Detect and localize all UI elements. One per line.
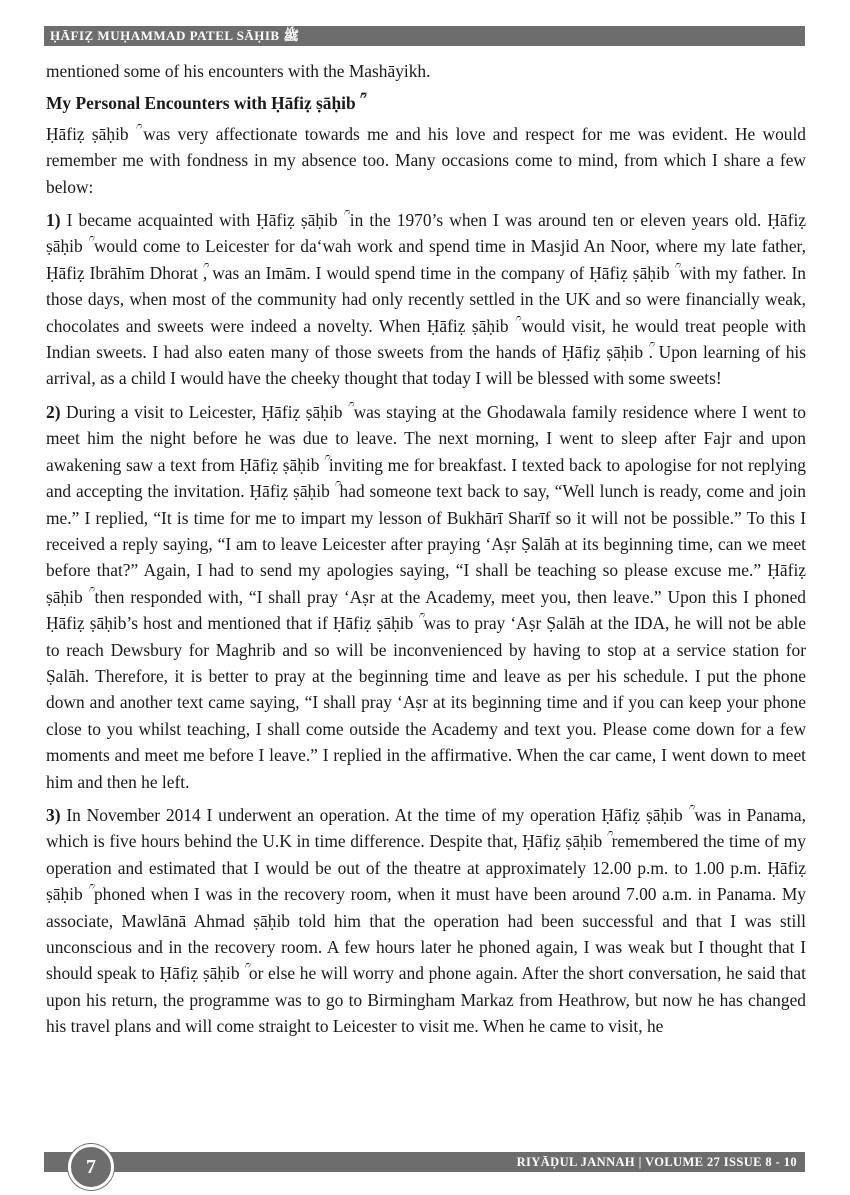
page-number-badge: 7 [68, 1144, 114, 1190]
paragraph-text: In November 2014 I underwent an operation. At the time of my operation Ḥāfiẓ ṣāḥib ؒ was in Panama, which is five hours behind the U.K in time difference. Despite that, Ḥāfiẓ ṣāḥib ؒ remembered the time of my operation and estimated that I would be out of the theatre at approximately 12.00 p.m. to 1.00 p.m. Ḥāfiẓ ṣāḥib ؒ phoned when I was in the recovery room, when it must have been around 7.00 a.m. in Panama. My associate, Mawlānā Ahmad ṣāḥib told him that the operation had been successful and that I was still unconscious and in the recovery room. A few hours later he phoned again, I was weak but I thought that I should speak to Ḥāfiẓ ṣāḥib ؒ or else he will worry and phone again. After the short conversation, he said that upon his return, the programme was to go to Birmingham Markaz from Heathrow, but now he has changed his travel plans and will come straight to Leicester to visit me. When he came to visit, he [46, 804, 806, 1037]
item-number: 3) [46, 804, 61, 825]
running-header: ḤĀFIẒ MUḤAMMAD PATEL SĀḤIB ﷺ [44, 26, 805, 46]
paragraph-encounter-2 [46, 399, 806, 795]
paragraph-text: During a visit to Leicester, Ḥāfiẓ ṣāḥib ؒ was staying at the Ghodawala family residence where I went to meet him the night before he was due to leave. The next morning, I went to sleep after Fajr and upon awakening saw a text from Ḥāfiẓ ṣāḥib ؒ inviting me for breakfast. I texted back to apologise for not replying and accepting the invitation. Ḥāfiẓ ṣāḥib ؒ had someone text back to say, “Well lunch is ready, come and join me.” I replied, “It is time for me to impart my lesson of Bukhārī Sharīf so it will not be possible.” To this I received a reply saying, “I am to leave Leicester after praying ‘Aṣr Ṣalāh at its beginning time, can we meet before that?” Again, I had to send my apologies saying, “I shall be teaching so please excuse me.” Ḥāfiẓ ṣāḥib ؒ then responded with, “I shall pray ‘Aṣr at the Academy, meet you, then leave.” Upon this I phoned Ḥāfiẓ ṣāḥib’s host and mentioned that if Ḥāfiẓ ṣāḥib ؒ was to pray ‘Aṣr Ṣalāh at the IDA, he will not be able to reach Dewsbury for Maghrib and so will be inconvenienced by having to stop at a service station for Ṣalāh. Therefore, it is better to pray at the beginning time and leave as per his schedule. I put the phone down and another text came saying, “I shall pray ‘Aṣr at its beginning time and if you can keep your phone close to you whilst teaching, I shall come outside the Academy and text you. Please come down for a few moments and meet me before I leave.” I replied in the affirmative. When the car came, I went down to meet him and then he left. [46, 401, 806, 792]
intro-paragraph: mentioned some of his encounters with the Mashāyikh. [46, 61, 431, 81]
paragraph-encounter-1 [46, 207, 806, 392]
section-heading: My Personal Encounters with Ḥāfiẓ ṣāḥib ؒ [46, 93, 360, 114]
page-body [46, 58, 806, 1047]
running-footer: RIYĀḌUL JANNAH | VOLUME 27 ISSUE 8 - 10 [44, 1152, 805, 1172]
item-number: 1) [46, 210, 61, 231]
paragraph-encounter-3 [46, 802, 806, 1040]
paragraph-1: Ḥāfiẓ ṣāḥib ؒ was very affectionate towards me and his love and respect for me was evident. He would remember me with fondness in my absence too. Many occasions come to mind, from which I share a few below: [46, 123, 806, 197]
item-number: 2) [46, 401, 61, 422]
paragraph-text: I became acquainted with Ḥāfiẓ ṣāḥib ؒ in the 1970’s when I was around ten or eleven years old. Ḥāfiẓ ṣāḥib ؒ would come to Leicester for da‘wah work and spend time in Masjid An Noor, where my late father, Ḥāfiẓ Ibrāhīm Dhorat ؒ, was an Imām. I would spend time in the company of Ḥāfiẓ ṣāḥib ؒ with my father. In those days, when most of the community had only recently settled in the UK and so were financially weak, chocolates and sweets were indeed a novelty. When Ḥāfiẓ ṣāḥib ؒ would visit, he would treat people with Indian sweets. I had also eaten many of those sweets from the hands of Ḥāfiẓ ṣāḥib ؒ. Upon learning of his arrival, as a child I would have the cheeky thought that today I will be blessed with some sweets! [46, 210, 806, 389]
